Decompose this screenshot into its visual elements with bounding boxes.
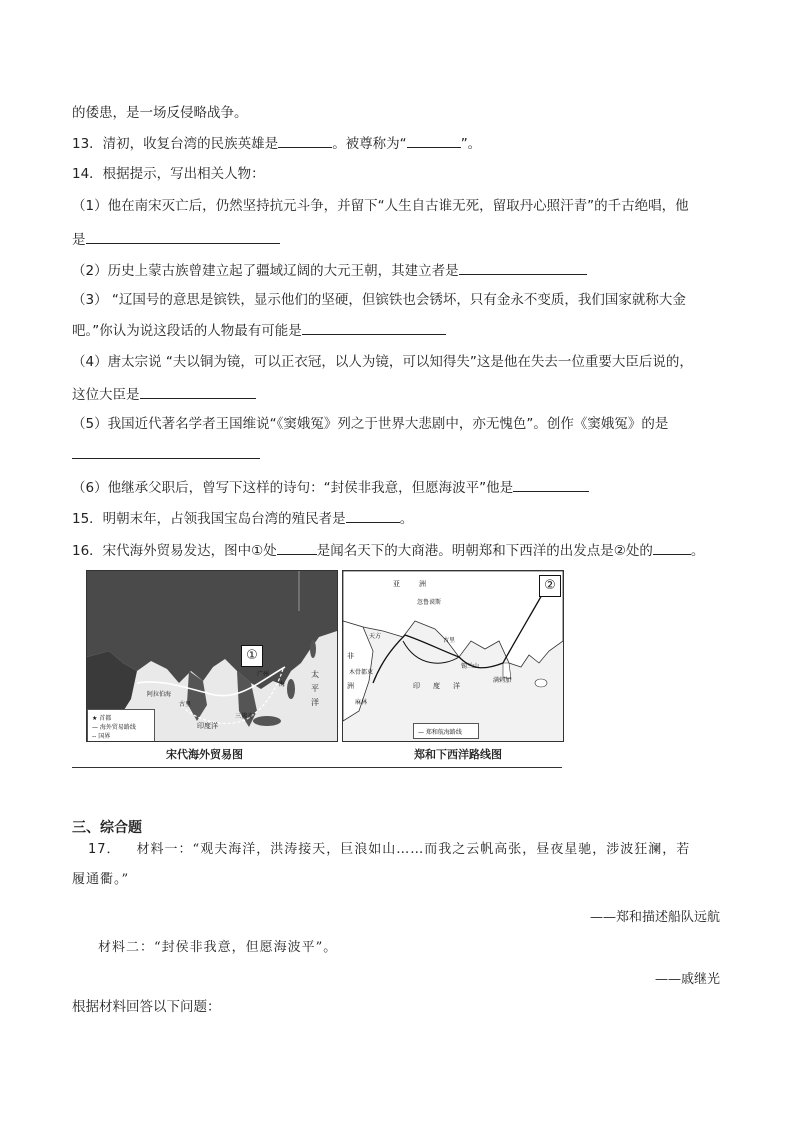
map-label: 平 <box>311 684 319 693</box>
legend-item: ★ 首都 <box>92 715 112 722</box>
answer-blank[interactable] <box>140 384 256 399</box>
legend-label: 郑和航海路线 <box>425 729 462 736</box>
q14-3-text-a: （3） “辽国号的意思是镔铁，显示他们的坚硬，但镔铁也会锈坏，只有金永不变质，我们国家就称大金 <box>72 292 686 308</box>
map-label: 锡兰山 <box>461 663 480 670</box>
legend-label: 首都 <box>99 715 112 722</box>
map-label: 亚 <box>393 580 400 588</box>
map-label: 木骨都束 <box>349 669 374 676</box>
q13-text-c: ”。 <box>460 136 482 152</box>
question-16 <box>72 540 704 561</box>
map-label: 洲 <box>347 682 354 690</box>
map-label: 忽鲁谟斯 <box>417 599 442 606</box>
line-text: 的倭患，是一场反侵略战争。 <box>72 105 248 121</box>
legend-label: 国界 <box>98 733 111 740</box>
question-13 <box>72 133 481 154</box>
question-14-1-cont <box>72 229 280 250</box>
question-17-material-1 <box>88 840 690 860</box>
answer-blank[interactable] <box>513 477 589 492</box>
map-label: 古里 <box>443 637 456 644</box>
q14-4-text-a: （4）唐太宗说 “夫以铜为镜，可以正衣冠，以人为镜，可以知得失”这是他在失去一位重要大臣后说的， <box>72 354 693 370</box>
question-15 <box>72 508 413 529</box>
material-1-cont <box>72 870 129 890</box>
question-14-5 <box>72 414 668 434</box>
q14-text: 14．根据提示，写出相关人物： <box>72 166 265 182</box>
song-trade-map-caption: 宋代海外贸易图 <box>166 748 243 761</box>
q17-number: 17． <box>88 842 121 857</box>
question-14-6 <box>72 477 589 498</box>
material-1-text-b: 履通衢。” <box>72 872 130 887</box>
material-2-source: ——戚继光 <box>654 972 720 987</box>
q15-text-a: 15．明朝末年，占领我国宝岛台湾的殖民者是 <box>72 511 346 527</box>
q16-text-a: 16．宋代海外贸易发达，图中①处 <box>72 543 277 559</box>
material-1-text-a: 材料一：“观夫海洋，洪涛接天，巨浪如山……而我之云帆高张，昼夜星驰，涉波狂澜，若 <box>136 842 691 857</box>
map-label: 太 <box>311 670 319 679</box>
map-label: 洋 <box>453 682 460 690</box>
map-label: 印度洋 <box>197 722 218 730</box>
map-label: 天方 <box>369 633 382 640</box>
map-label: 海 <box>279 681 286 688</box>
map-marker-2: ② <box>539 575 561 597</box>
question-14-4-cont <box>72 384 256 405</box>
legend-item: — 海外贸易路线 <box>92 724 136 731</box>
legend-label: 海外贸易路线 <box>99 724 136 731</box>
answer-blank[interactable] <box>278 133 332 148</box>
answer-blank[interactable] <box>653 540 691 555</box>
answer-blank[interactable] <box>407 133 461 148</box>
question-14-2 <box>72 260 587 281</box>
question-14 <box>72 164 265 184</box>
q14-5-text: （5）我国近代著名学者王国维说“《窦娥冤》列之于世界大悲剧中，亦无愧色”。创作《窦娥冤》的是 <box>72 416 669 432</box>
map-label: 满剌加 <box>493 677 512 684</box>
question-14-4 <box>72 352 693 372</box>
section-heading: 三、综合题 <box>72 820 142 836</box>
answer-blank[interactable] <box>302 320 446 335</box>
zhenghe-map <box>342 570 564 742</box>
map-label: 古里 <box>179 701 192 708</box>
q13-text-a: 13．清初，收复台湾的民族英雄是 <box>72 136 279 152</box>
q13-text-b: 。被尊称为“ <box>332 136 407 152</box>
q14-2-text: （2）历史上蒙古族曾建立起了疆域辽阔的大元王朝，其建立者是 <box>72 263 459 279</box>
map-label: 麻林 <box>355 699 368 706</box>
zhenghe-map-drawing <box>343 571 563 741</box>
q14-1-text-a: （1）他在南宋灭亡后，仍然坚持抗元斗争，并留下“人生自古谁无死，留取丹心照汗青”的千古绝唱，他 <box>72 198 689 214</box>
answer-blank[interactable] <box>346 508 400 523</box>
map-label: 度 <box>433 682 440 690</box>
prompt-text: 根据材料回答以下问题： <box>72 999 221 1015</box>
q16-text-c: 。 <box>690 543 705 559</box>
answer-prompt <box>72 997 221 1017</box>
map-label: 广州 <box>257 671 270 678</box>
question-14-3 <box>72 290 686 310</box>
map-marker-1: ① <box>241 645 263 667</box>
question-14-1 <box>72 196 689 216</box>
q16-text-b: 是闻名天下的大商港。明朝郑和下西洋的出发点是②处的 <box>316 543 653 559</box>
answer-blank[interactable] <box>277 540 317 555</box>
zhenghe-map-caption: 郑和下西洋路线图 <box>414 748 502 761</box>
map-label: 非 <box>347 652 354 660</box>
map-label: 三佛齐 <box>235 713 254 720</box>
map-label: 阿拉伯海 <box>147 691 172 698</box>
q14-6-text: （6）他继承父职后，曾写下这样的诗句：“封侯非我意，但愿海波平”他是 <box>72 480 514 496</box>
material-1-source: ——郑和描述船队远航 <box>589 910 720 925</box>
material-2-text: 材料二：“封侯非我意，但愿海波平”。 <box>98 940 338 955</box>
legend-item: -- 国界 <box>92 733 111 740</box>
answer-blank[interactable] <box>459 260 587 275</box>
map-legend <box>87 709 155 742</box>
text-line <box>72 103 248 123</box>
answer-blank[interactable] <box>86 229 280 244</box>
q14-3-text-b: 吧。”你认为说这段话的人物最有可能是 <box>72 323 302 339</box>
material-2 <box>98 938 337 958</box>
map-label: 洋 <box>311 698 319 707</box>
question-14-3-cont <box>72 320 446 341</box>
legend-item: — 郑和航海路线 <box>418 729 462 736</box>
q15-text-b: 。 <box>399 511 414 527</box>
question-14-5-cont <box>72 444 260 465</box>
divider <box>72 767 562 768</box>
answer-blank[interactable] <box>72 444 260 459</box>
map-label: 印 <box>413 682 420 690</box>
map-legend <box>413 723 479 739</box>
map-label: 洲 <box>419 580 426 588</box>
q14-4-text-b: 这位大臣是 <box>72 387 140 403</box>
song-trade-map <box>86 570 338 742</box>
q14-1-text-b: 是 <box>72 232 86 248</box>
